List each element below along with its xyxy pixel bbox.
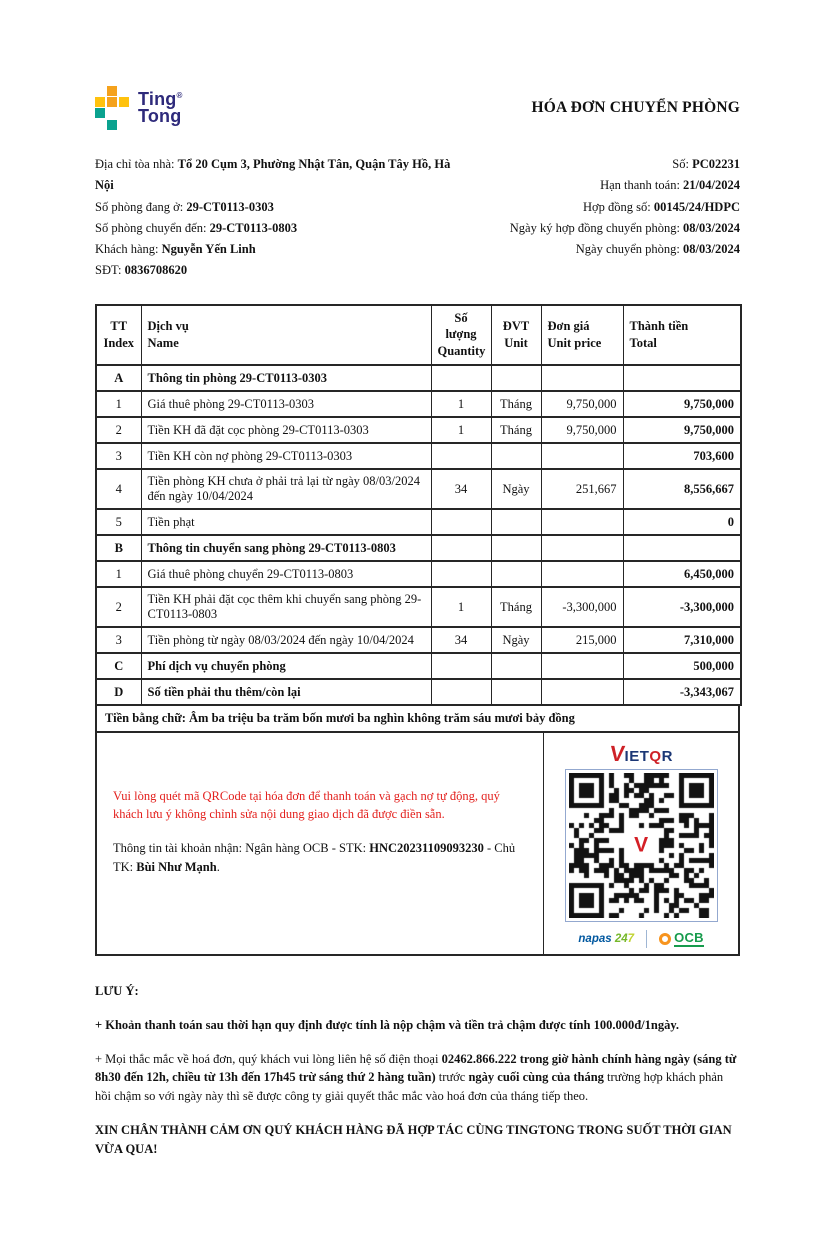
note-contact: + Mọi thắc mắc về hoá đơn, quý khách vui lòng liên hệ số điện thoại 02462.866.222 trong giờ hành chính hàng ngày (sáng từ 8h30 đến 12h, chiều từ 13h đến 17h45 trừ sáng thứ 2 hàng tuần) trước ngày cuối cùng của tháng trường hợp khách phản hồi chậm so với ngày này thì sẽ được công ty giải quyết thắc mắc vào hoá đơn của tháng tiếp theo. xyxy=(95,1051,737,1104)
vietqr-r: R xyxy=(661,748,673,766)
table-row: 2 Tiền KH đã đặt cọc phòng 29-CT0113-0303 1 Tháng 9,750,000 9,750,000 xyxy=(96,417,741,443)
notes-section xyxy=(95,982,740,1158)
tingtong-wordmark xyxy=(138,91,183,124)
logo-stem-teal xyxy=(107,120,117,130)
vietqr-center-icon: V xyxy=(634,833,649,857)
column-header: TT Index xyxy=(96,305,141,366)
napas-7: 7 xyxy=(627,933,635,946)
info-line: Ngày chuyển phòng: 08/03/2024 xyxy=(575,242,740,256)
table-row: 4 Tiền phòng KH chưa ở phải trả lại từ ngày 08/03/2024 đến ngày 10/04/2024 34 Ngày 251,667 8,556,667 xyxy=(96,469,741,509)
ocb-logo xyxy=(659,931,704,947)
table-row: C Phí dịch vụ chuyển phòng 500,000 xyxy=(96,653,741,679)
amount-in-words: Tiền bằng chữ: Âm ba triệu ba trăm bốn mươi ba nghìn không trăm sáu mươi bảy đồng xyxy=(95,706,740,733)
document-title: HÓA ĐƠN CHUYỂN PHÒNG xyxy=(531,99,740,116)
info-line: SĐT: 0836708620 xyxy=(95,263,188,278)
brand-line2: Tong xyxy=(138,105,182,126)
info-line: Hạn thanh toán: 21/04/2024 xyxy=(600,178,740,193)
table-row: 1 Giá thuê phòng 29-CT0113-0303 1 Tháng 9,750,000 9,750,000 xyxy=(96,391,741,417)
header xyxy=(95,86,740,132)
info-line: Địa chỉ tòa nhà: Tổ 20 Cụm 3, Phường Nhật Tân, Quận Tây Hồ, Hà Nội xyxy=(95,157,451,193)
vietqr-q: Q xyxy=(649,748,662,766)
invoice-table xyxy=(95,304,742,707)
registered-mark: ® xyxy=(176,91,183,100)
table-row: 3 Tiền KH còn nợ phòng 29-CT0113-0303 703,600 xyxy=(96,443,741,469)
table-row: A Thông tin phòng 29-CT0113-0303 xyxy=(96,365,741,391)
info-line: Số phòng đang ở: 29-CT0113-0303 xyxy=(95,199,274,214)
qr-panel xyxy=(543,733,738,954)
thank-you-text: XIN CHÂN THÀNH CẢM ƠN QUÝ KHÁCH HÀNG ĐÃ HỢP TÁC CÙNG TINGTONG TRONG SUỐT THỜI GIAN VỪA QUA! xyxy=(95,1122,732,1156)
info-line: Số phòng chuyển đến: 29-CT0113-0803 xyxy=(95,220,298,235)
table-header xyxy=(96,305,741,366)
bank-account-info: Thông tin tài khoản nhận: Ngân hàng OCB - STK: HNC20231109093230 - Chủ TK: Bùi Như Mạnh. xyxy=(113,841,516,874)
table-row: D Số tiền phải thu thêm/còn lại -3,343,067 xyxy=(96,679,741,705)
logo-square-orange-mid xyxy=(107,97,117,107)
logo-square-yellow-right xyxy=(119,97,129,107)
payment-network-logos xyxy=(578,930,703,948)
table-row: B Thông tin chuyển sang phòng 29-CT0113-0803 xyxy=(96,535,741,561)
ocb-text: OCB xyxy=(674,930,704,946)
note-late-payment: + Khoản thanh toán sau thời hạn quy định được tính là nộp chậm và tiền trả chậm được tính 100.000đ/1ngày. xyxy=(95,1017,680,1032)
logo-divider xyxy=(646,930,647,948)
napas-brand: napas xyxy=(578,933,612,946)
table-row: 3 Tiền phòng từ ngày 08/03/2024 đến ngày 10/04/2024 34 Ngày 215,000 7,310,000 xyxy=(96,627,741,653)
napas-24: 24 xyxy=(614,933,628,946)
qr-code xyxy=(565,769,718,922)
payment-box xyxy=(95,733,740,956)
payment-instructions xyxy=(97,733,543,954)
vietqr-v: V xyxy=(608,741,626,767)
info-line: Số: PC02231 xyxy=(672,157,740,171)
ocb-ring-icon xyxy=(659,933,671,945)
info-line: Ngày ký hợp đồng chuyển phòng: 08/03/2024 xyxy=(509,220,740,235)
brand-line1: Ting xyxy=(138,89,177,109)
table-row: 5 Tiền phạt 0 xyxy=(96,509,741,535)
info-line: Hợp đồng số: 00145/24/HDPC xyxy=(583,199,740,214)
table-row: 1 Giá thuê phòng chuyển 29-CT0113-0803 6,450,000 xyxy=(96,561,741,587)
logo-square-orange-top xyxy=(107,86,117,96)
info-left-column xyxy=(95,154,463,282)
column-header: Thành tiền Total xyxy=(623,305,741,366)
invoice-info xyxy=(95,154,740,282)
logo-bar-teal xyxy=(95,108,105,118)
info-line: Khách hàng: Nguyễn Yến Linh xyxy=(95,242,256,256)
column-header: ĐVT Unit xyxy=(491,305,541,366)
vietqr-logo xyxy=(610,743,673,765)
info-right-column xyxy=(470,154,740,282)
invoice-content xyxy=(95,0,740,1158)
napas-247-logo xyxy=(578,933,634,945)
column-header: Dịch vụ Name xyxy=(141,305,431,366)
notes-heading: LƯU Ý: xyxy=(95,984,139,999)
logo-square-yellow-left xyxy=(95,97,105,107)
column-header: Đơn giá Unit price xyxy=(541,305,623,366)
tingtong-logo xyxy=(95,86,183,132)
table-row: 2 Tiền KH phải đặt cọc thêm khi chuyển sang phòng 29-CT0113-0803 1 Tháng -3,300,000 -3,300,000 xyxy=(96,587,741,627)
tingtong-logo-icon xyxy=(95,86,129,132)
vietqr-iet: IET xyxy=(624,748,650,766)
qr-warning-text: Vui lòng quét mã QRCode tại hóa đơn để thanh toán và gạch nợ tự động, quý khách lưu ý không chỉnh sửa nội dung giao dịch đã được điền sẵn. xyxy=(113,789,500,822)
column-header: Số lượng Quantity xyxy=(431,305,491,366)
